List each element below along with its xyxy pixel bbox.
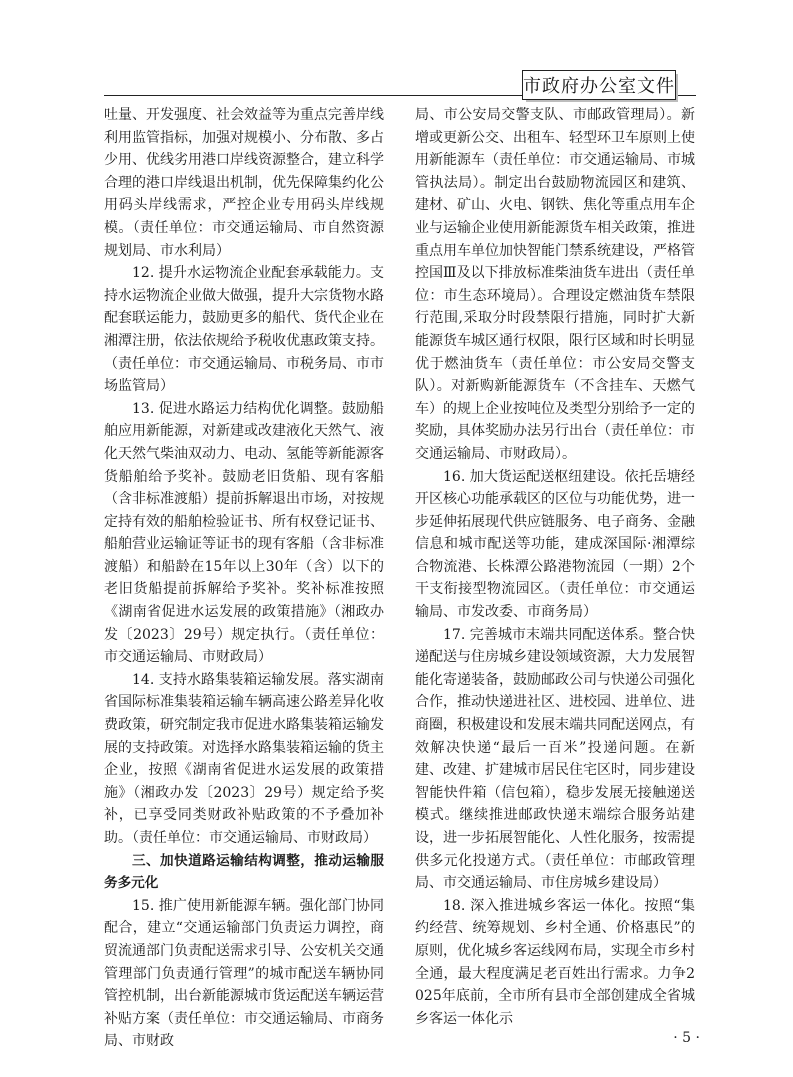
right-column: [415, 104, 695, 1030]
paragraph-item-18: 18. 深入推进城乡客运一体化。按照“集约经营、统筹规划、乡村全通、价格惠民”的原则，优化城乡客运线网布局，实现全市乡村全通，最大程度满足老百姓出行需求。力争2025年底前，全市所有县市全部创建成全省城乡客运一体化示: [415, 897, 695, 1027]
page-number: · 5 ·: [673, 1030, 700, 1046]
page-header: [0, 0, 793, 100]
paragraph-item-16: 16. 加大货运配送枢纽建设。依托岳塘经开区核心功能承载区的区位与功能优势，进一步延伸拓展现代供应链服务、电子商务、金融信息和城市配送等功能，建成深国际·湘潭综合物流港、长株潭公路港物流园（一期）2个干支衔接型物流园区。（责任单位：市交通运输局、市发改委、市商务局）: [415, 468, 695, 621]
paragraph-item-13: 13. 促进水路运力结构优化调整。鼓励船舶应用新能源，对新建或改建液化天然气、液化天然气柴油双动力、电动、氢能等新能源客货船舶给予奖补。鼓励老旧货船、现有客船（含非标准渡船）提前拆解退出市场，对按规定持有效的船舶检验证书、所有权登记证书、船舶营业运输证等证书的现有客船（含非标准渡船）和船龄在15年以上30年（含）以下的老旧货船提前拆解给予奖补。奖补标准按照《湖南省促进水运发展的政策措施》（湘政办发〔2023〕29号）规定执行。（责任单位：市交通运输局、市财政局）: [104, 400, 384, 666]
section-heading-3: 三、加快道路运输结构调整，推动运输服务多元化: [104, 852, 384, 892]
paragraph-item-17: 17. 完善城市末端共同配送体系。整合快递配送与住房城乡建设领域资源，大力发展智能化寄递装备，鼓励邮政公司与快递公司强化合作，推动快递进社区、进校园、进单位、进商圈，积极建设和发展末端共同配送网点，有效解决快递“最后一百米”投递问题。在新建、改建、扩建城市居民住宅区时，同步建设智能快件箱（信包箱），稳步发展无接触递送模式。继续推进邮政快递末端综合服务站建设，进一步拓展智能化、人性化服务，按需提供多元化投递方式。（责任单位：市邮政管理局、市交通运输局、市住房城乡建设局）: [415, 626, 695, 892]
paragraph-item-14: 14. 支持水路集装箱运输发展。落实湖南省国际标准集装箱运输车辆高速公路差异化收费政策，研究制定我市促进水路集装箱运输发展的支持政策。对选择水路集装箱运输的货主企业，按照《湖南省促进水运发展的政策措施》（湘政办发〔2023〕29号）规定给予奖补，已享受同类财政补贴政策的不予叠加补助。（责任单位：市交通运输局、市财政局）: [104, 671, 384, 846]
left-column: [104, 104, 384, 1053]
header-title: 市政府办公室文件: [522, 70, 676, 100]
paragraph-item-12: 12. 提升水运物流企业配套承载能力。支持水运物流企业做大做强，提升大宗货物水路配套联运能力，鼓励更多的船代、货代企业在湘潭注册，依法依规给予税收优惠政策支持。（责任单位：市交通运输局、市税务局、市市场监管局）: [104, 265, 384, 395]
paragraph-item-15: 15. 推广使用新能源车辆。强化部门协同配合，建立“交通运输部门负责运力调控，商贸流通部门负责配送需求引导、公安机关交通管理部门负责通行管理”的城市配送车辆协同管控机制，出台新能源城市货运配送车辆运营补贴方案（责任单位：市交通运输局、市商务局、市财政: [104, 897, 384, 1050]
paragraph-continued: 吐量、开发强度、社会效益等为重点完善岸线利用监管指标，加强对规模小、分布散、多占少用、优线劣用港口岸线资源整合，建立科学合理的港口岸线退出机制，优先保障集约化公用码头岸线需求，严控企业专用码头岸线规模。（责任单位：市交通运输局、市自然资源规划局、市水利局）: [104, 107, 384, 259]
paragraph-continued: 局、市公安局交警支队、市邮政管理局）。新增或更新公交、出租车、轻型环卫车原则上使用新能源车（责任单位：市交通运输局、市城管执法局）。制定出台鼓励物流园区和建筑、建材、矿山、火电、钢铁、焦化等重点用车企业与运输企业使用新能源货车相关政策，推进重点用车单位加快智能门禁系统建设，严格管控国Ⅲ及以下排放标准柴油货车进出（责任单位：市生态环境局）。合理设定燃油货车禁限行范围,采取分时段禁限行措施，同时扩大新能源货车城区通行权限，限行区域和时长明显优于燃油货车（责任单位：市公安局交警支队）。对新购新能源货车（不含挂车、天燃气车）的规上企业按吨位及类型分别给予一定的奖励，具体奖励办法另行出台（责任单位：市交通运输局、市财政局）。: [415, 107, 695, 462]
